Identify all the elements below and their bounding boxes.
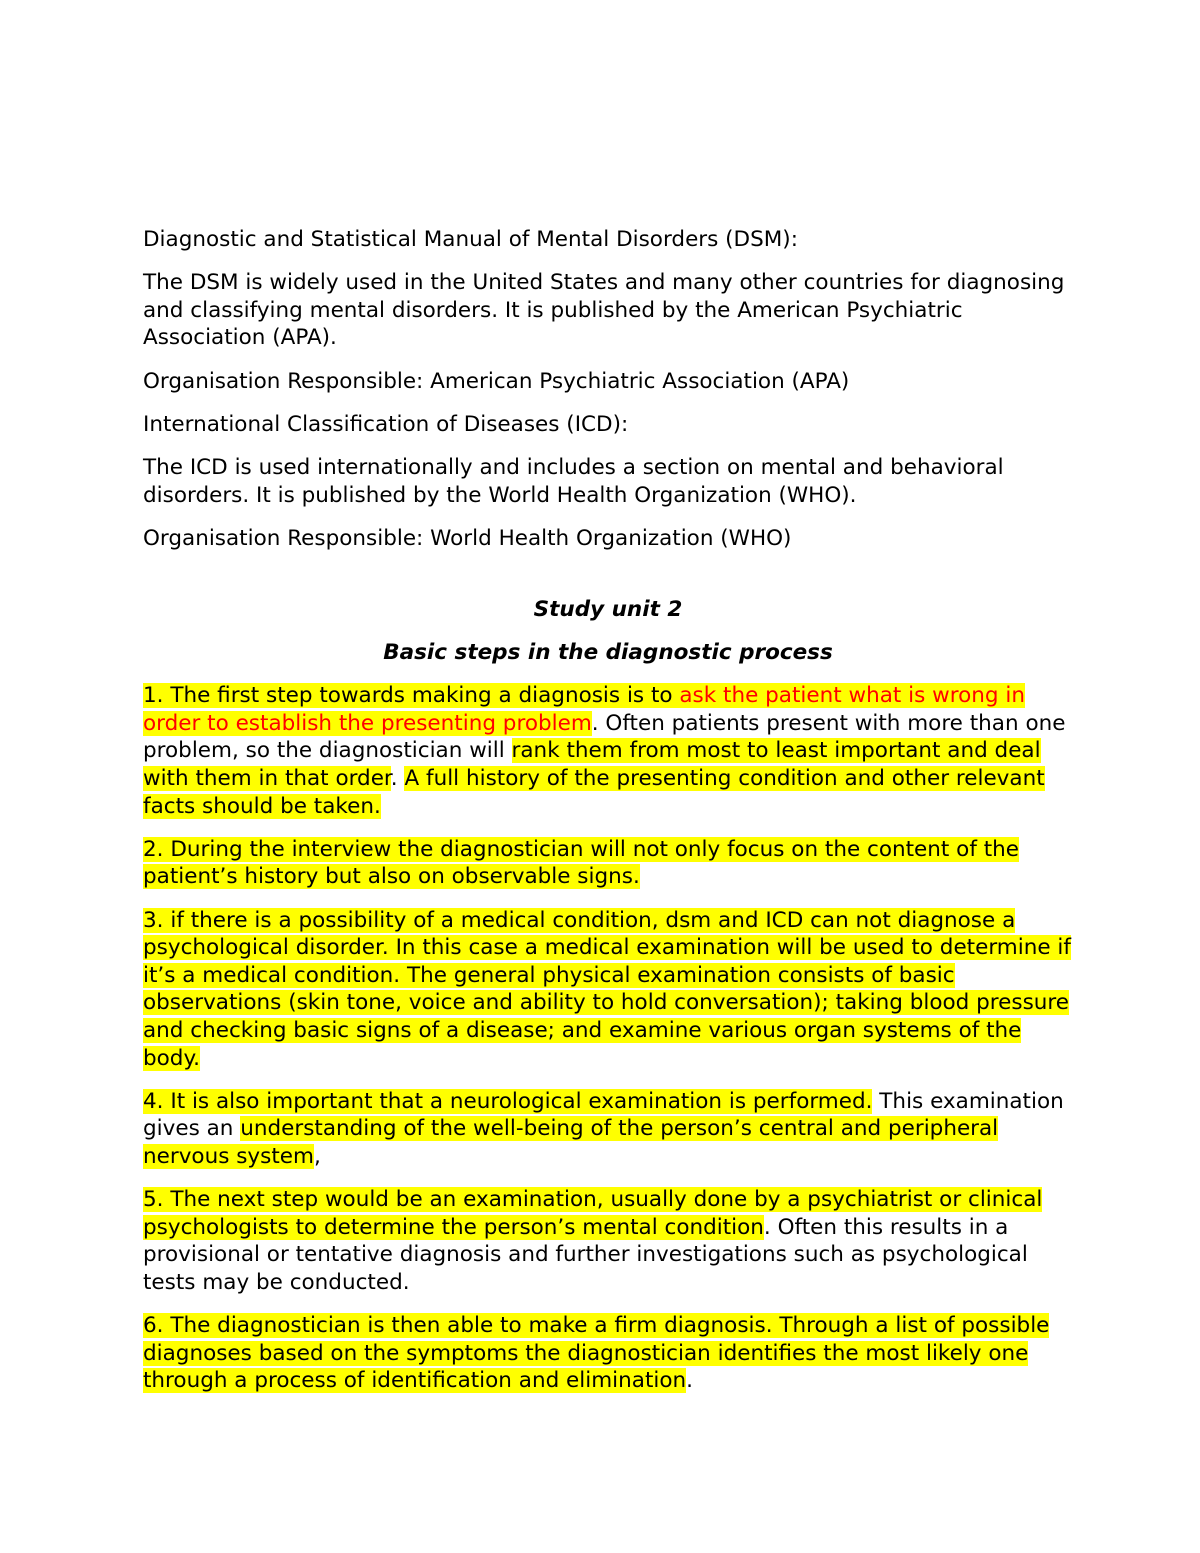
step-4-intro: 4. It is also important that a neurological examination is performed. (143, 1088, 873, 1114)
unit-subtitle: Basic steps in the diagnostic process (383, 640, 833, 666)
step-1-separator: . (390, 766, 405, 792)
step-6-end: . (686, 1368, 693, 1394)
unit-title: Study unit 2 (533, 596, 683, 622)
dsm-heading: Diagnostic and Statistical Manual of Mental Disorders (DSM): (143, 227, 798, 252)
step-5 (143, 1186, 1073, 1296)
icd-organisation: Organisation Responsible: World Health Organization (WHO) (143, 525, 792, 551)
step-4-end: , (313, 1143, 321, 1169)
icd-heading: International Classification of Diseases (ICD): (143, 411, 629, 437)
step-3-text: 3. if there is a possibility of a medical condition, dsm and ICD can not diagnose a psychological disorder. In this case a medical examination will be used to determine if it’s a medical condition. The general physical examination consists of basic observations (skin tone, voice and ability to hold conversation); taking blood pressure and checking basic signs of a disease; and examine various organ systems of the body. (143, 907, 1071, 1071)
step-5-rest: . Often this results in a provisional or tentative diagnosis and further investigations such as psychological tests may be conducted. (143, 1214, 1028, 1295)
step-2 (143, 836, 1073, 891)
icd-description: The ICD is used internationally and includes a section on mental and behavioral disorders. It is published by the World Health Organization (WHO). (143, 454, 1004, 508)
step-4-understanding: understanding of the well-being of the person’s central and peripheral nervous system (143, 1116, 999, 1169)
step-6-text: 6. The diagnostician is then able to make a firm diagnosis. Through a list of possible diagnoses based on the symptoms the diagnostician identifies the most likely one through a process of identification and elimination (143, 1313, 1050, 1394)
step-1-rank-phrase: rank them from most to least important and deal with them in that order (143, 738, 1041, 792)
step-1-middle: . Often patients present with more than one problem, so the diagnostician will (143, 710, 1066, 764)
section-spacer (143, 568, 1073, 596)
step-1 (143, 682, 1073, 820)
step-4 (143, 1088, 1073, 1171)
step-1-history: A full history of the presenting condition and other relevant facts should be taken. (143, 766, 1045, 819)
step-3 (143, 907, 1073, 1073)
step-5-intro: 5. The next step would be an examination, usually done by a psychiatrist or clinical psychologists to determine the person’s mental condition (143, 1187, 1043, 1240)
step-1-key-phrase: ask the patient what is wrong in order to establish the presenting problem (143, 683, 1025, 736)
step-4-middle: This examination gives an (143, 1088, 1064, 1142)
dsm-description: The DSM is widely used in the United States and many other countries for diagnosing and classifying mental disorders. It is published by the American Psychiatric Association (APA). (143, 270, 1065, 351)
step-2-text: 2. During the interview the diagnostician will not only focus on the content of the patient’s history but also on observable signs. (143, 836, 1020, 890)
dsm-organisation: Organisation Responsible: American Psychiatric Association (APA) (143, 368, 850, 394)
step-6 (143, 1312, 1073, 1395)
step-1-intro: 1. The first step towards making a diagnosis is to (143, 683, 680, 709)
document-body (143, 226, 1073, 1411)
